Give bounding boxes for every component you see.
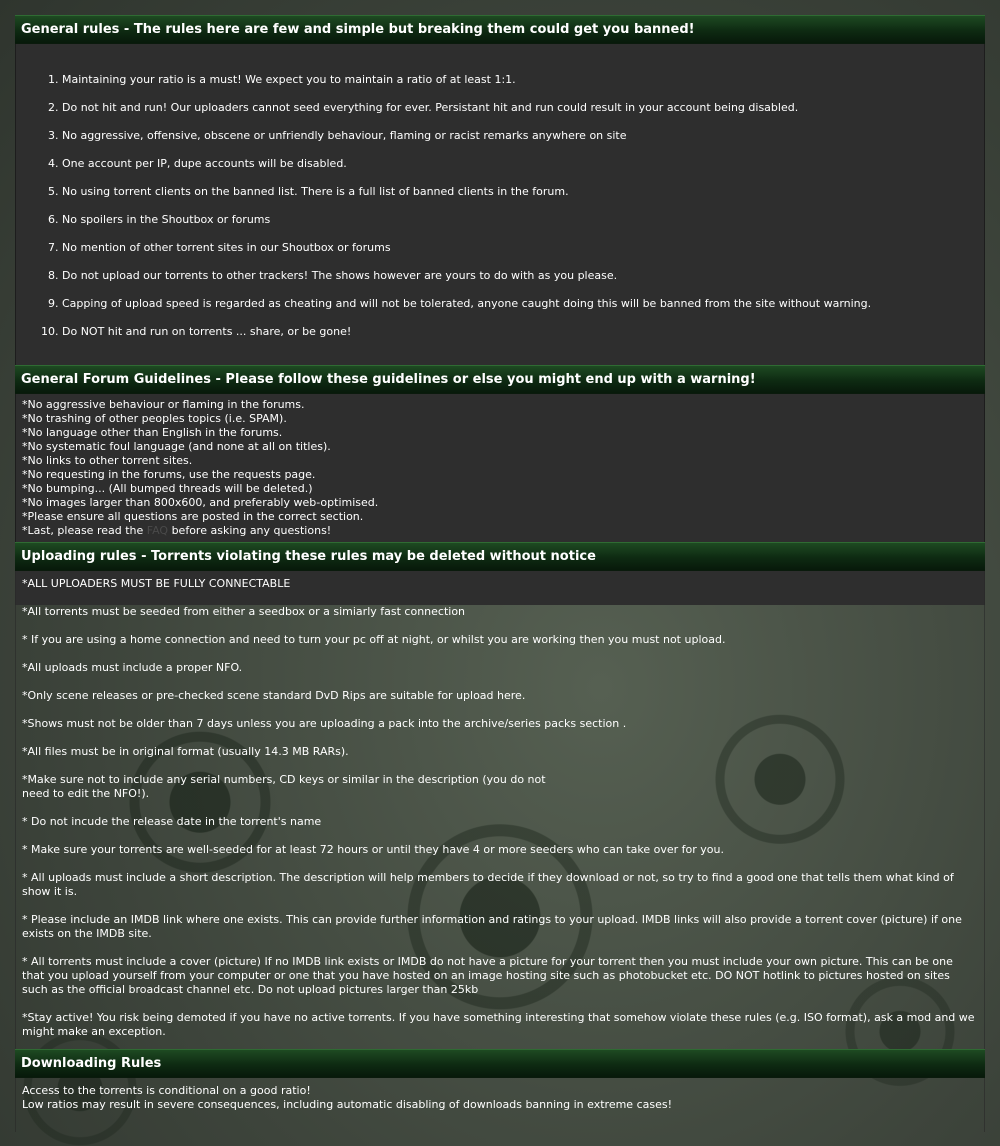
list-item: *No bumping... (All bumped threads will be deleted.): [22, 482, 313, 495]
list-item: 1. Maintaining your ratio is a must! We expect you to maintain a ratio of at least 1:1.: [62, 73, 984, 87]
list-item: *Please ensure all questions are posted in the correct section.: [22, 510, 364, 523]
forum-guidelines-panel: [15, 394, 985, 542]
faq-link[interactable]: FAQ: [146, 524, 169, 537]
list-item: *No trashing of other peoples topics (i.e. SPAM).: [22, 412, 287, 425]
list-item: * Make sure your torrents are well-seeded for at least 72 hours or until they have 4 or more seeders who can take over for you.: [22, 843, 724, 856]
list-item: 7. No mention of other torrent sites in our Shoutbox or forums: [62, 241, 984, 255]
uploading-rules-header: Uploading rules - Torrents violating these rules may be deleted without notice: [15, 542, 985, 571]
list-item: 10. Do NOT hit and run on torrents ... share, or be gone!: [62, 325, 984, 339]
general-rules-header: General rules - The rules here are few and simple but breaking them could get you banned!: [15, 15, 985, 44]
list-item: *Only scene releases or pre-checked scene standard DvD Rips are suitable for upload here.: [22, 689, 526, 702]
list-item: *All torrents must be seeded from either a seedbox or a simiarly fast connection: [22, 605, 466, 618]
list-item: *Shows must not be older than 7 days unless you are uploading a pack into the archive/series packs section .: [22, 717, 627, 730]
list-item: Access to the torrents is conditional on a good ratio!: [22, 1084, 311, 1097]
list-item: Low ratios may result in severe consequences, including automatic disabling of downloads banning in extreme cases!: [22, 1098, 672, 1111]
list-item: *Make sure not to include any serial numbers, CD keys or similar in the description (you do not need to edit the NFO!).: [22, 773, 546, 800]
uploading-rules-panel: [15, 571, 985, 1049]
list-item: * Please include an IMDB link where one exists. This can provide further information and ratings to your upload. IMDB links will also provide a torrent cover (picture) if one exists on the IMDB site.: [22, 913, 962, 940]
list-item: 6. No spoilers in the Shoutbox or forums: [62, 213, 984, 227]
list-item: * All torrents must include a cover (picture) If no IMDB link exists or IMDB do not have a picture for your torrent then you must include your own picture. This can be one that you upload yourself from your computer or one that you have hosted on an image hosting site such as photobucket etc. DO NOT hotlink to pictures hosted on sites such as the official broadcast channel etc. Do not upload pictures larger than 25kb: [22, 955, 953, 996]
list-item: 9. Capping of upload speed is regarded as cheating and will not be tolerated, anyone caught doing this will be banned from the site without warning.: [62, 297, 984, 311]
list-item: 8. Do not upload our torrents to other trackers! The shows however are yours to do with as you please.: [62, 269, 984, 283]
faq-prefix: *Last, please read the: [22, 524, 147, 537]
list-item: *No links to other torrent sites.: [22, 454, 193, 467]
list-item: *All files must be in original format (usually 14.3 MB RARs).: [22, 745, 349, 758]
list-item: *No images larger than 800x600, and preferably web-optimised.: [22, 496, 379, 509]
list-item: *All uploads must include a proper NFO.: [22, 661, 243, 674]
list-item: 2. Do not hit and run! Our uploaders cannot seed everything for ever. Persistant hit and run could result in your account being disabled.: [62, 101, 984, 115]
list-item: 3. No aggressive, offensive, obscene or unfriendly behaviour, flaming or racist remarks anywhere on site: [62, 129, 984, 143]
list-item: 4. One account per IP, dupe accounts will be disabled.: [62, 157, 984, 171]
list-item: 5. No using torrent clients on the banned list. There is a full list of banned clients in the forum.: [62, 185, 984, 199]
forum-guidelines-header: General Forum Guidelines - Please follow these guidelines or else you might end up with a warning!: [15, 365, 985, 394]
list-item: *No language other than English in the forums.: [22, 426, 283, 439]
list-item: * If you are using a home connection and need to turn your pc off at night, or whilst you are working then you must not upload.: [22, 633, 726, 646]
list-item: *No aggressive behaviour or flaming in the forums.: [22, 398, 305, 411]
list-item: *No systematic foul language (and none at all on titles).: [22, 440, 331, 453]
list-item: * Do not incude the release date in the torrent's name: [22, 815, 322, 828]
downloading-rules-panel: [15, 1078, 985, 1132]
list-item: *Stay active! You risk being demoted if you have no active torrents. If you have something interesting that somehow violate these rules (e.g. ISO format), ask a mod and we might make an exception.: [22, 1011, 975, 1038]
list-item: *ALL UPLOADERS MUST BE FULLY CONNECTABLE: [22, 577, 291, 590]
general-rules-list: [16, 44, 984, 365]
list-item: *No requesting in the forums, use the requests page.: [22, 468, 316, 481]
list-item: * All uploads must include a short description. The description will help members to decide if they download or not, so try to find a good one that tells them what kind of show it is.: [22, 871, 954, 898]
list-item-faq: [22, 524, 978, 538]
downloading-rules-header: Downloading Rules: [15, 1049, 985, 1078]
general-rules-panel: [15, 44, 985, 365]
faq-suffix: before asking any questions!: [168, 524, 332, 537]
rules-page: [15, 15, 985, 1132]
